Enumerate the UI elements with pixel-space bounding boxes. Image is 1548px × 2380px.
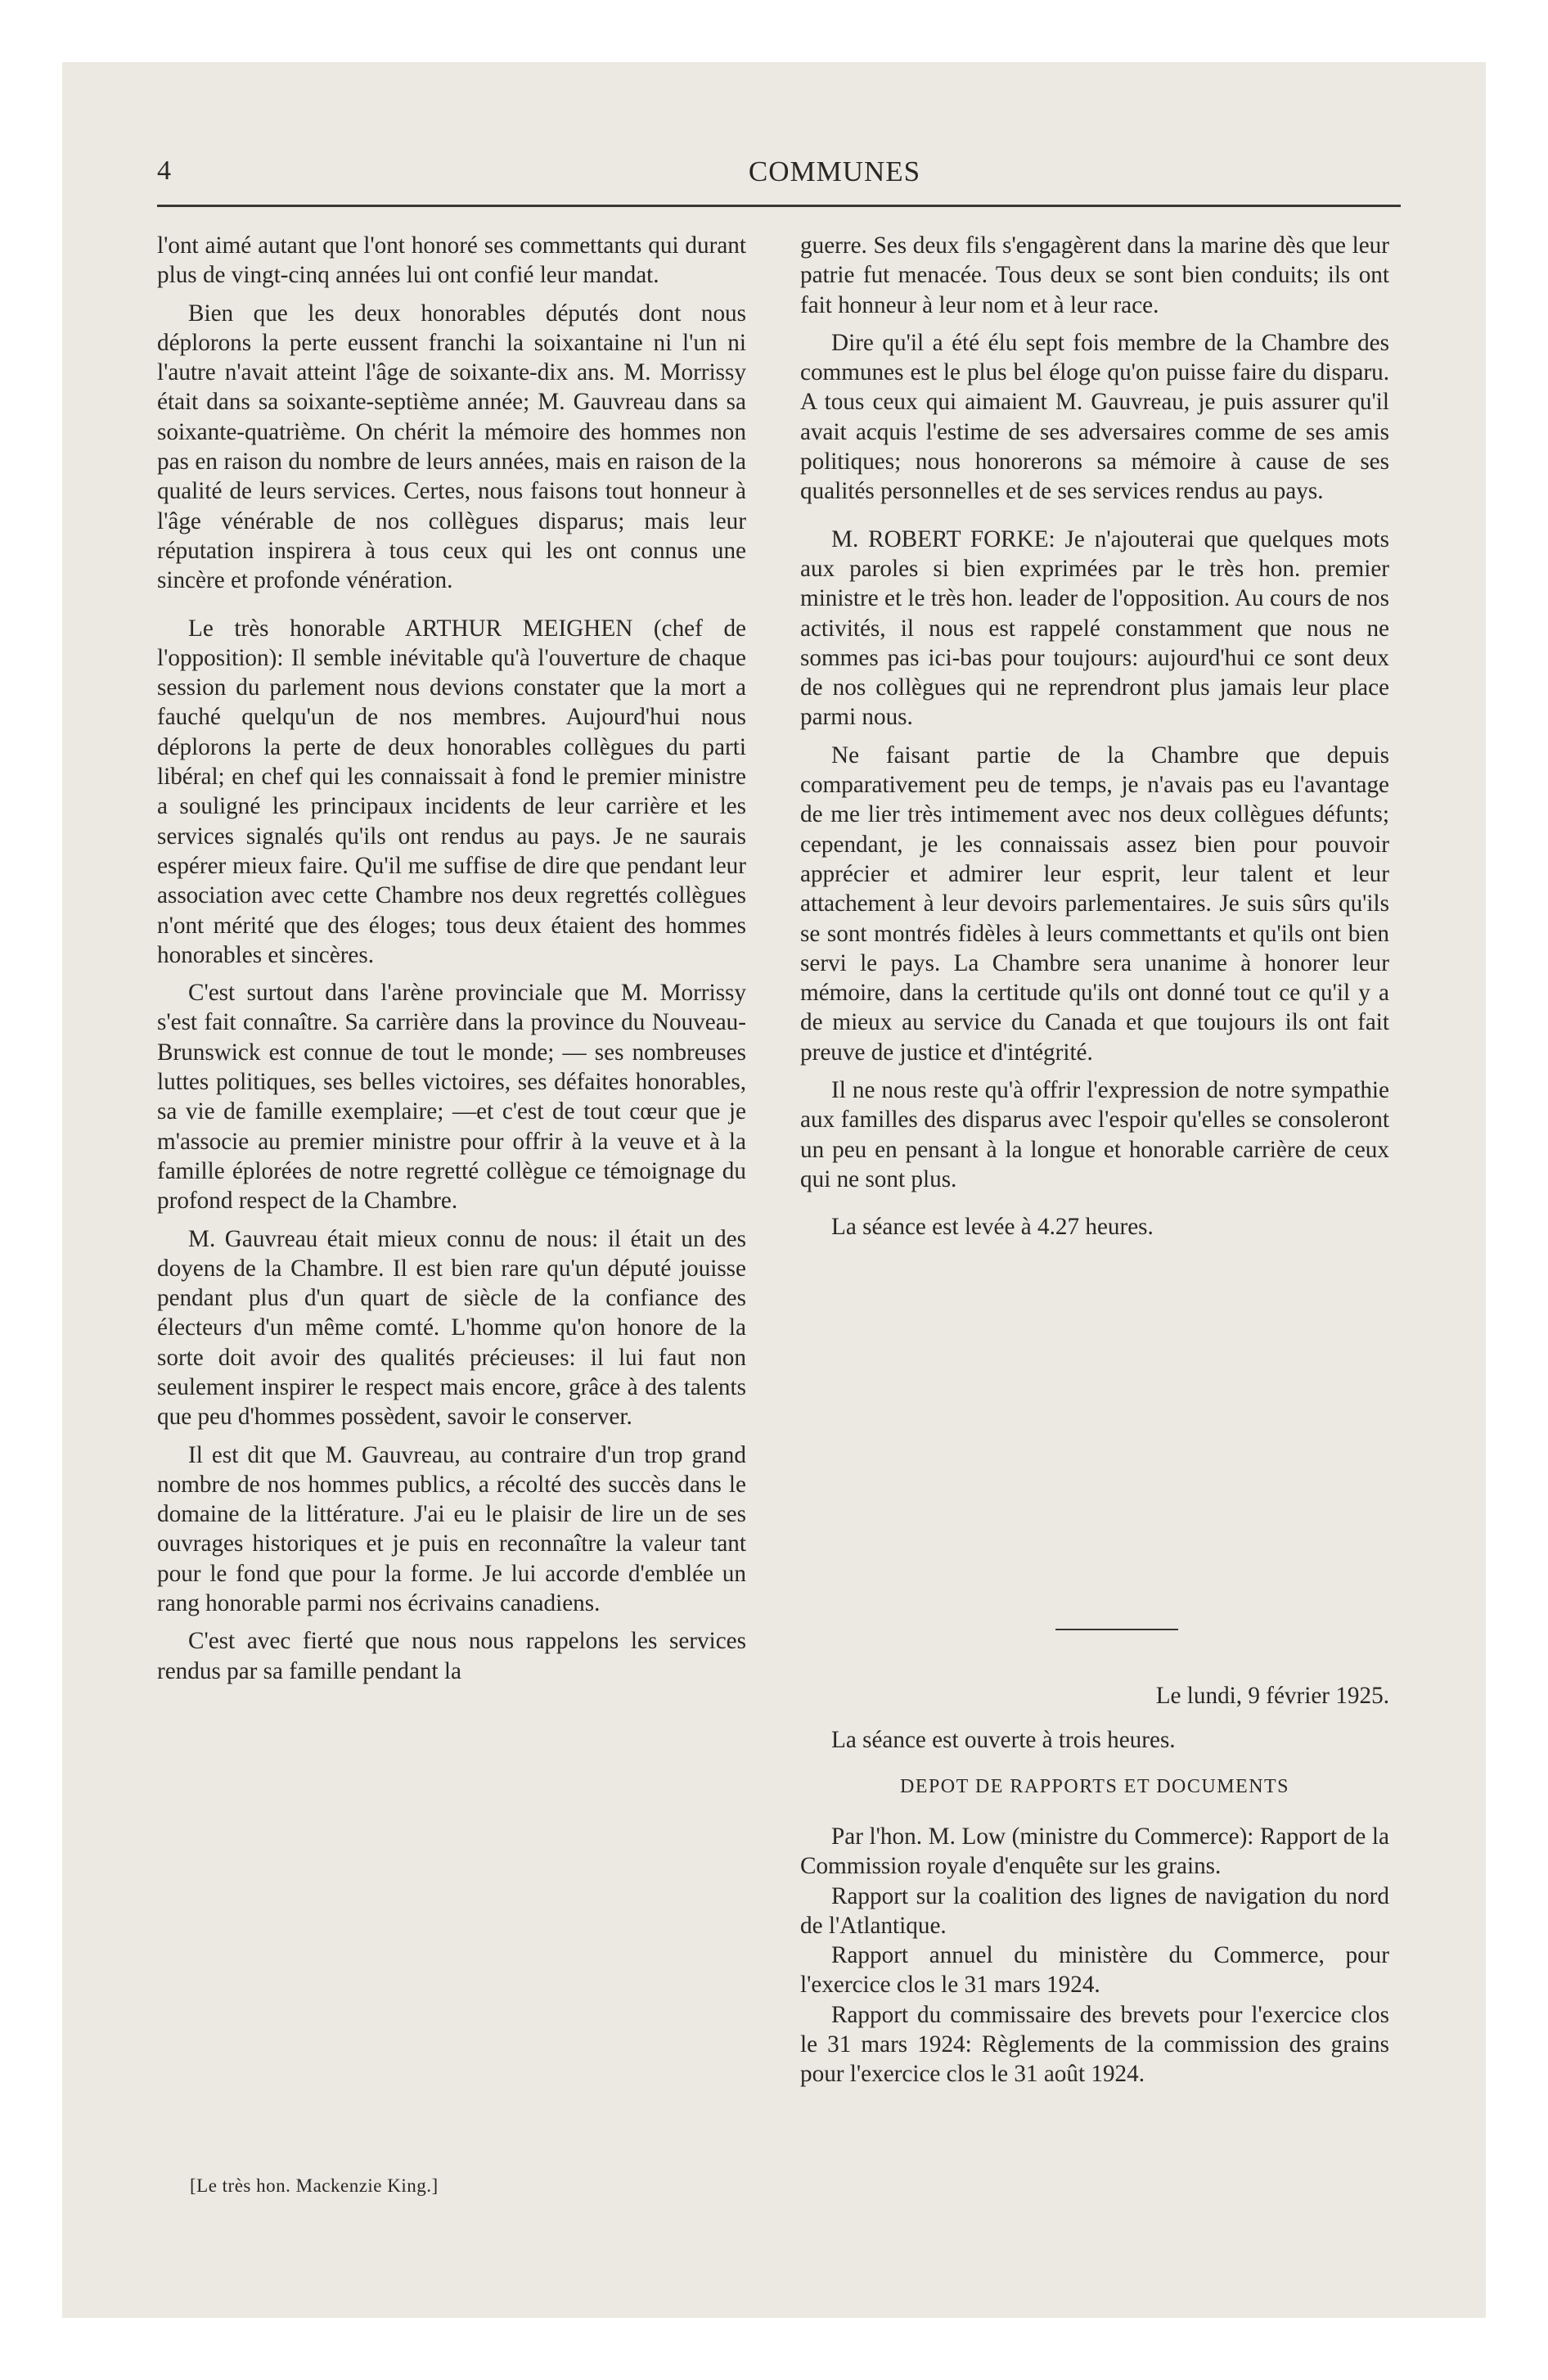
paragraph: guerre. Ses deux fils s'engagèrent dans la marine dès que leur patrie fut menacée. Tous deux se sont bien conduits; ils ont fait honneur à leur nom et à leur race. bbox=[800, 232, 1389, 318]
document-entry: Par l'hon. M. Low (ministre du Commerce): Rapport de la Commission royale d'enquête sur les grains. bbox=[800, 1823, 1389, 1880]
paragraph: M. ROBERT FORKE: Je n'ajouterai que quelques mots aux paroles si bien exprimées par le très hon. premier ministre et le très hon. leader de l'opposition. Au cours de nos activités, il nous est rappelé constamment que nous ne sommes pas ici-bas pour toujours: aujourd'hui ce sont deux de nos collègues qui ne reprendront plus jamais leur place parmi nous. bbox=[800, 525, 1389, 731]
paragraph: Il ne nous reste qu'à offrir l'expression de notre sympathie aux familles des disparus avec l'espoir qu'elles se consoleront un peu en pensant à la longue et honorable carrière de ceux qui ne sont plus. bbox=[800, 1077, 1389, 1192]
paragraph: Dire qu'il a été élu sept fois membre de la Chambre des communes est le plus bel éloge qu'on puisse faire du disparu. A tous ceux qui aimaient M. Gauvreau, je puis assurer qu'il avait acquis l'estime de ses adversaires comme de ses amis politiques; nous honorerons sa mémoire à cause de ses qualités personnelles et de ses services rendus au pays. bbox=[800, 329, 1389, 505]
session-opening: La séance est ouverte à trois heures. bbox=[831, 1727, 1176, 1753]
paragraph: Le très honorable ARTHUR MEIGHEN (chef de l'opposition): Il semble inévitable qu'à l'ouverture de chaque session du parlement nous devions constater que la mort a fauché quelqu'un de nos membres. Aujourd'hui nous déplorons la perte de deux honorables collègues du parti libéral; en chef qui les connaissait à fond le premier ministre a souligné les principaux incidents de leur carrière et les services signalés qu'ils ont rendus au pays. Je ne saurais espérer mieux faire. Qu'il me suffise de dire que pendant leur association avec cette Chambre nos deux regrettés collègues n'ont mérité que des éloges; tous deux étaient des hommes honorables et sincères. bbox=[157, 615, 746, 968]
date-line: Le lundi, 9 février 1925. bbox=[1155, 1683, 1389, 1709]
header-rule bbox=[157, 205, 1401, 207]
running-head: COMMUNES bbox=[748, 156, 921, 187]
document-entry: Rapport annuel du ministère du Commerce, pour l'exercice clos le 31 mars 1924. bbox=[800, 1942, 1389, 1999]
document-entry: Rapport sur la coalition des lignes de navigation du nord de l'Atlantique. bbox=[800, 1882, 1389, 1939]
paragraph: C'est surtout dans l'arène provinciale que M. Morrissy s'est fait connaître. Sa carrière dans la province du Nouveau-Brunswick est connue de tout le monde; — ses nombreuses luttes politiques, ses belles victoires, ses défaites honorables, sa vie de famille exemplaire; —et c'est de tout cœur que je m'associe au premier ministre pour offrir à la veuve et à la famille éplorées de notre regretté collègue ce témoignage du profond respect de la Chambre. bbox=[157, 980, 746, 1215]
section-divider bbox=[1055, 1629, 1178, 1630]
right-column bbox=[800, 231, 1389, 1242]
paragraph: Bien que les deux honorables députés dont nous déplorons la perte eussent franchi la soixantaine ni l'un ni l'autre n'avait atteint l'âge de soixante-dix ans. M. Morrissy était dans sa soixante-septième année; M. Gauvreau dans sa soixante-quatrième. On chérit la mémoire des hommes non pas en raison du nombre de leurs années, mais en raison de la qualité de leurs services. Certes, nous faisons tout honneur à l'âge vénérable de nos collègues disparus; mais leur réputation inspirera à tous ceux qui les ont connus une sincère et profonde vénération. bbox=[157, 300, 746, 594]
document-entry: Rapport du commissaire des brevets pour l'exercice clos le 31 mars 1924: Règlements de la commission des grains pour l'exercice clos le 31 août 1924. bbox=[800, 2001, 1389, 2088]
paragraph: l'ont aimé autant que l'ont honoré ses commettants qui durant plus de vingt-cinq années lui ont confié leur mandat. bbox=[157, 232, 746, 289]
speaker-footer-note: [Le très hon. Mackenzie King.] bbox=[190, 2175, 439, 2196]
left-column bbox=[157, 231, 746, 1686]
page-number: 4 bbox=[157, 156, 171, 186]
documents-list bbox=[800, 1814, 1389, 2089]
paragraph: Il est dit que M. Gauvreau, au contraire d'un trop grand nombre de nos hommes publics, a récolté des succès dans le domaine de la littérature. J'ai eu le plaisir de lire un de ses ouvrages historiques et je puis en reconnaître la valeur tant pour le fond que pour la forme. Je lui accorde d'emblée un rang honorable parmi nos écrivains canadiens. bbox=[157, 1441, 746, 1617]
paragraph: La séance est levée à 4.27 heures. bbox=[831, 1214, 1154, 1241]
paragraph: M. Gauvreau était mieux connu de nous: il était un des doyens de la Chambre. Il est bien rare qu'un député jouisse pendant plus d'un quart de siècle de la confiance des électeurs d'un même comté. L'homme qu'on honore de la sorte doit avoir des qualités précieuses: il lui faut non seulement inspirer le respect mais encore, grâce à des talents que peu d'hommes possèdent, savoir le conserver. bbox=[157, 1225, 746, 1431]
paragraph: C'est avec fierté que nous nous rappelons les services rendus par sa famille pendant la bbox=[157, 1628, 746, 1684]
paragraph: Ne faisant partie de la Chambre que depuis comparativement peu de temps, je n'avais pas eu l'avantage de me lier très intimement avec nos deux collègues défunts; cependant, je les connaissais assez bien pour pouvoir apprécier et admirer leur esprit, leur talent et leur attachement à leur devoirs parlementaires. Je suis sûrs qu'ils se sont montrés fidèles à leurs commettants et qu'ils ont bien servi le pays. La Chambre sera unanime à honorer leur mémoire, dans la certitude qu'ils ont donné tout ce qu'il y a de mieux au service du Canada et que toujours ils ont fait preuve de justice et d'intégrité. bbox=[800, 741, 1389, 1066]
section-heading: DEPOT DE RAPPORTS ET DOCUMENTS bbox=[899, 1776, 1290, 1797]
